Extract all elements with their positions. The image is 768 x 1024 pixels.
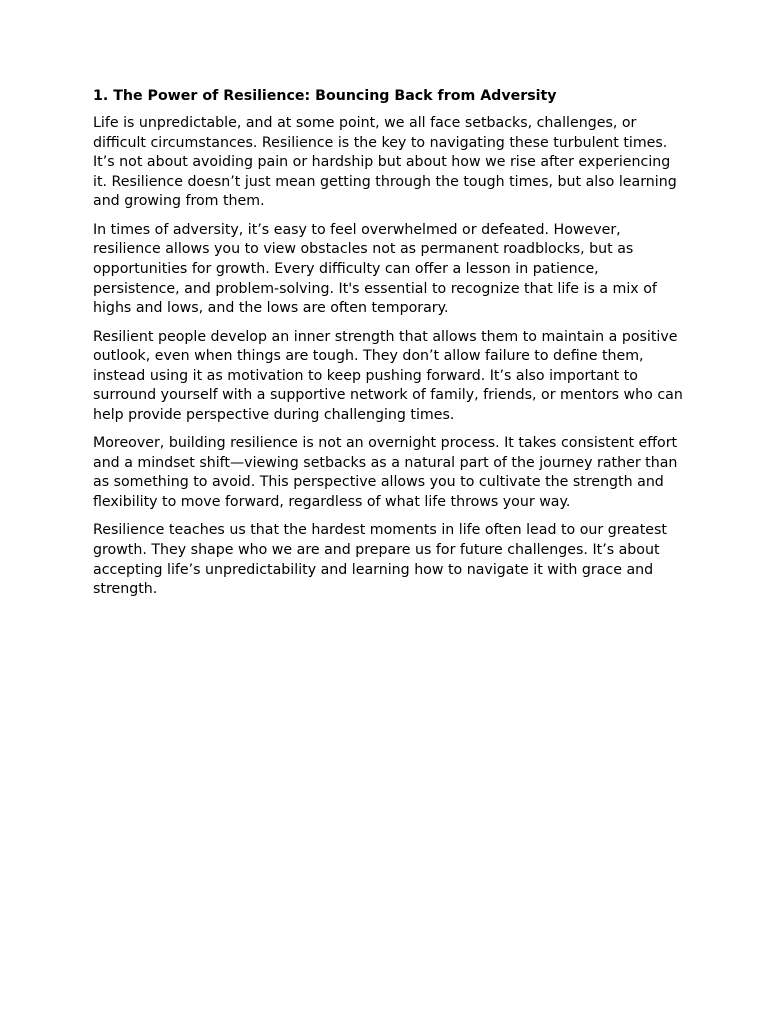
paragraph-2: In times of adversity, it’s easy to feel overwhelmed or defeated. However, resilience allows you to view obstacles not as permanent roadblocks, but as opportunities for growth. Every difficulty can offer a lesson in patience, persistence, and problem-solving. It's essential to recognize that life is a mix of highs and lows, and the lows are often temporary. (93, 221, 657, 317)
paragraph-1: Life is unpredictable, and at some point, we all face setbacks, challenges, or difficult circumstances. Resilience is the key to navigating these turbulent times. It’s not about avoiding pain or hardship but about how we rise after experiencing it. Resilience doesn’t just mean getting through the tough times, but also learning and growing from them. (93, 115, 677, 210)
paragraph-5: Resilience teaches us that the hardest moments in life often lead to our greatest growth. They shape who we are and prepare us for future challenges. It’s about accepting life’s unpredictability and learning how to navigate it with grace and strength. (93, 522, 667, 598)
paragraph-4: Moreover, building resilience is not an overnight process. It takes consistent effort and a mindset shift—viewing setbacks as a natural part of the journey rather than as something to avoid. This perspective allows you to cultivate the strength and flexibility to move forward, regardless of what life throws your way. (93, 435, 678, 511)
section-heading: 1. The Power of Resilience: Bouncing Back from Adversity (93, 88, 557, 104)
document-body (93, 86, 683, 609)
paragraph-3: Resilient people develop an inner strength that allows them to maintain a positive outlook, even when things are tough. They don’t allow failure to define them, instead using it as motivation to keep pushing forward. It’s also important to surround yourself with a supportive network of family, friends, or mentors who can help provide perspective during challenging times. (93, 328, 683, 423)
